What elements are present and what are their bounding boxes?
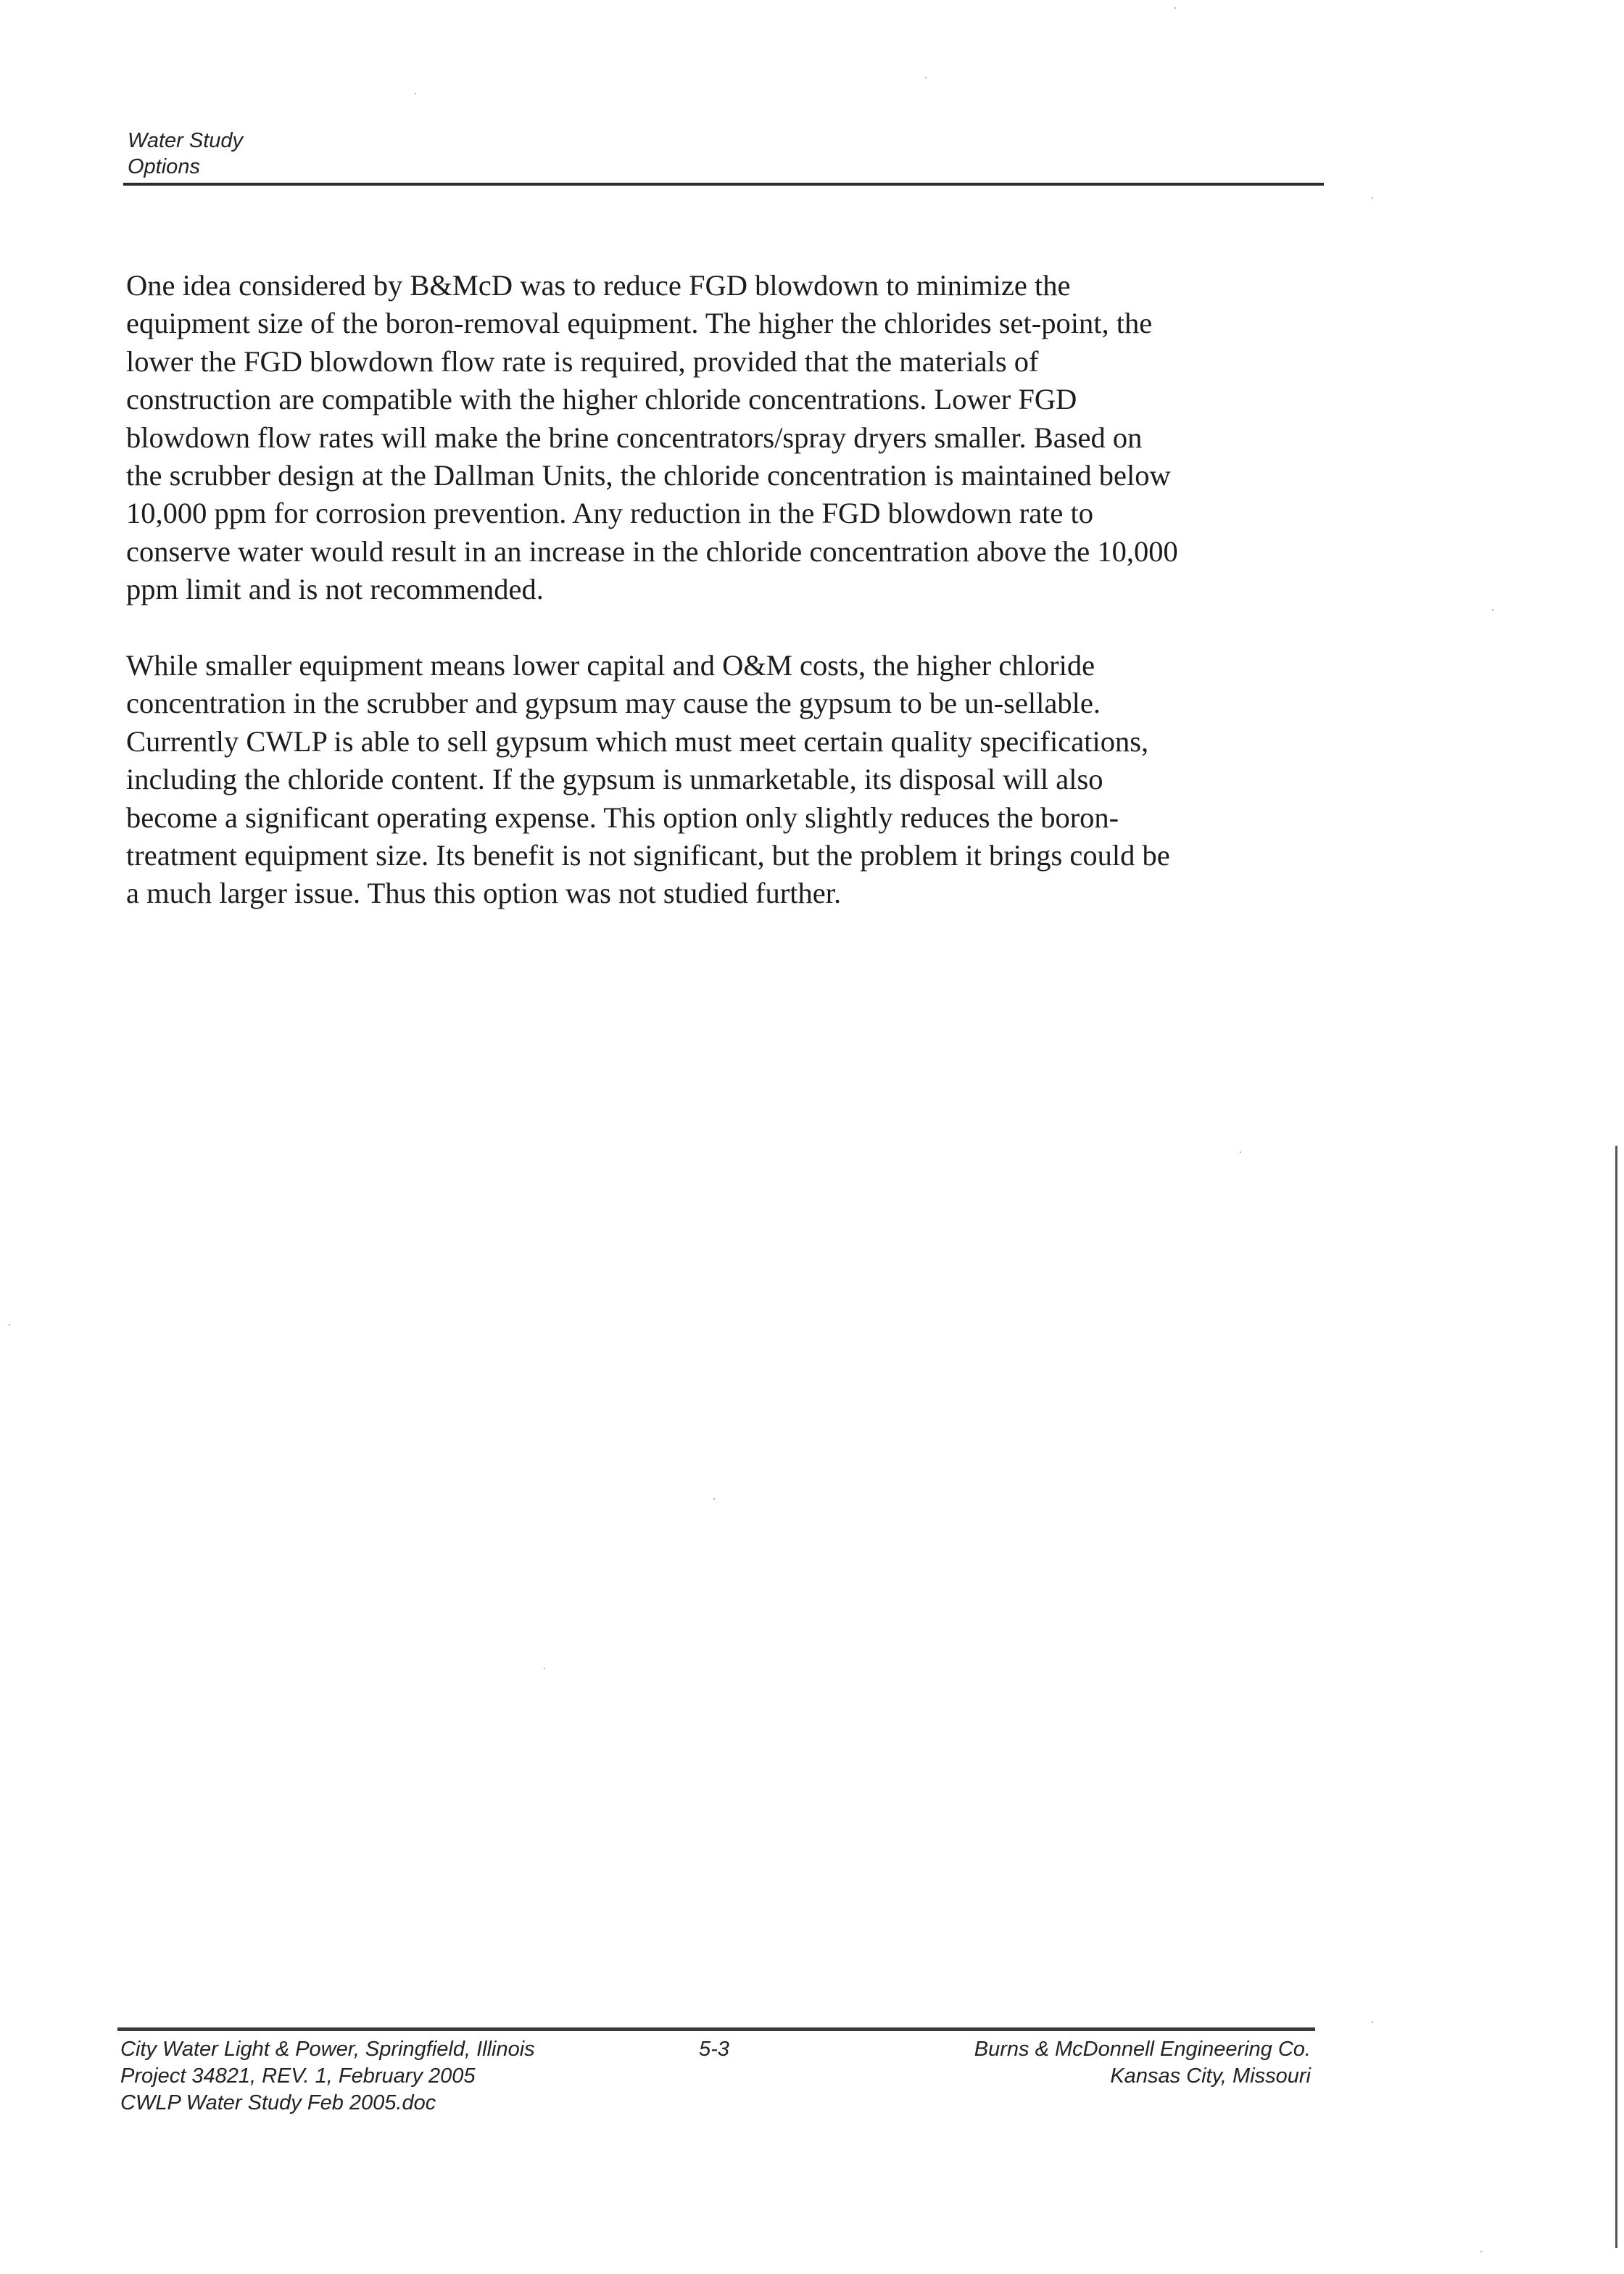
paragraph-line: concentration in the scrubber and gypsum may cause the gypsum to be un-sellable. bbox=[126, 687, 1101, 720]
paragraph-1 bbox=[126, 267, 1322, 609]
scan-speck bbox=[415, 93, 416, 94]
scan-speck bbox=[9, 1324, 10, 1326]
paragraph-line: One idea considered by B&McD was to reduce FGD blowdown to minimize the bbox=[126, 269, 1071, 302]
paragraph-line: including the chloride content. If the gypsum is unmarketable, its disposal will also bbox=[126, 763, 1103, 796]
footer-company: Burns & McDonnell Engineering Co. bbox=[974, 2038, 1311, 2061]
scan-speck bbox=[544, 1668, 545, 1669]
paragraph-line: Currently CWLP is able to sell gypsum which must meet certain quality specifications, bbox=[126, 724, 1149, 758]
page-number bbox=[699, 2036, 729, 2063]
footer-location: Kansas City, Missouri bbox=[1110, 2064, 1311, 2088]
paragraph-line: conserve water would result in an increase in the chloride concentration above the 10,000 bbox=[126, 534, 1178, 568]
scan-edge-line bbox=[1615, 1146, 1617, 2248]
scan-speck bbox=[925, 77, 927, 78]
paragraph-line: become a significant operating expense. This option only slightly reduces the boron- bbox=[126, 801, 1119, 834]
header-section: Options bbox=[128, 155, 200, 178]
paragraph-line: treatment equipment size. Its benefit is not significant, but the problem it brings could be bbox=[126, 839, 1170, 872]
page-header bbox=[128, 128, 1324, 180]
header-divider bbox=[123, 183, 1324, 186]
paragraph-2 bbox=[126, 647, 1322, 913]
paragraph-line: While smaller equipment means lower capital and O&M costs, the higher chloride bbox=[126, 649, 1095, 682]
scan-speck bbox=[1372, 197, 1373, 199]
paragraph-line: ppm limit and is not recommended. bbox=[126, 573, 544, 606]
scan-speck bbox=[713, 1498, 715, 1500]
paragraph-line: the scrubber design at the Dallman Units, the chloride concentration is maintained below bbox=[126, 459, 1171, 492]
footer-filename: CWLP Water Study Feb 2005.doc bbox=[120, 2091, 436, 2114]
footer-right-block bbox=[974, 2036, 1311, 2090]
paragraph-line: blowdown flow rates will make the brine concentrators/spray dryers smaller. Based on bbox=[126, 421, 1143, 454]
footer-project: Project 34821, REV. 1, February 2005 bbox=[120, 2064, 476, 2088]
paragraph-line: a much larger issue. Thus this option was not studied further. bbox=[126, 877, 842, 910]
paragraph-line: equipment size of the boron-removal equipment. The higher the chlorides set-point, the bbox=[126, 307, 1153, 340]
paragraph-line: lower the FGD blowdown flow rate is required, provided that the materials of bbox=[126, 344, 1039, 378]
scan-speck bbox=[1480, 2251, 1482, 2252]
footer-divider bbox=[117, 2027, 1315, 2031]
paragraph-line: construction are compatible with the higher chloride concentrations. Lower FGD bbox=[126, 383, 1077, 416]
paragraph-line: 10,000 ppm for corrosion prevention. Any reduction in the FGD blowdown rate to bbox=[126, 497, 1094, 530]
scan-speck bbox=[1174, 7, 1176, 9]
scan-speck bbox=[1372, 2022, 1373, 2023]
scan-speck bbox=[1492, 609, 1494, 611]
page-number-text: 5-3 bbox=[699, 2038, 729, 2061]
scan-speck bbox=[1240, 1152, 1241, 1153]
footer-left-block bbox=[120, 2036, 535, 2117]
footer-client: City Water Light & Power, Springfield, Illinois bbox=[120, 2038, 535, 2061]
header-title: Water Study bbox=[128, 129, 244, 152]
